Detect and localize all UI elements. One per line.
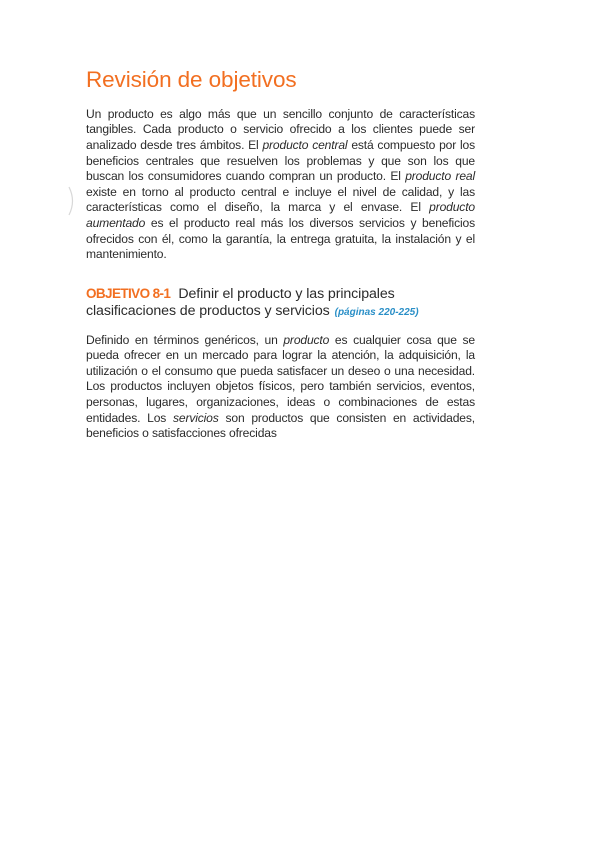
paragraph-text: es cualquier cosa que se pueda ofrecer en un mercado para lograr la atención, la adquisición, la utilización o el consumo que pueda satisfacer un deseo o una necesidad. Los productos incluyen objetos físicos, pero también servicios, eventos, personas, lugares, organizaciones, ideas o combinaciones de estas entidades. Los (86, 332, 475, 425)
paragraph-text: Un producto es algo más que un sencillo conjunto de características tangibles. Cada producto o servicio ofrecido a los clientes puede ser analizado desde tres ámbitos. El (86, 106, 475, 152)
emphasized-term: producto real (405, 169, 476, 184)
paragraph-text: es el producto real más los diversos servicios y beneficios ofrecidos con él, como la garantía, la entrega gratuita, la instalación y el mantenimiento. (86, 215, 475, 262)
objective-heading (86, 285, 475, 321)
paragraph-text: existe en torno al producto central e incluye el nivel de calidad, y las características como el diseño, la marca y el envase. El (86, 184, 475, 215)
objective-title: Definir el producto y las principales clasificaciones de productos y servicios (86, 285, 395, 319)
emphasized-term: producto central (262, 137, 348, 152)
section-title: Revisión de objetivos (86, 67, 297, 92)
margin-bracket-mark (66, 186, 78, 216)
paragraph-text: Definido en términos genéricos, un (86, 332, 284, 347)
objective-body-paragraph (86, 333, 475, 442)
emphasized-term: producto aumentado (86, 200, 475, 230)
objective-label: OBJETIVO 8-1 (86, 285, 171, 301)
review-section (86, 68, 475, 442)
objective-page-reference: (páginas 220-225) (334, 306, 419, 318)
paragraph-text: son productos que consisten en actividades, beneficios o satisfacciones ofrecidas (86, 410, 475, 441)
paragraph-text: está compuesto por los beneficios centrales que resuelven los problemas y que son los que buscan los consumidores cuando compran un producto. El (86, 137, 476, 184)
intro-paragraph (86, 107, 475, 263)
emphasized-term: servicios (172, 410, 219, 425)
emphasized-term: producto (283, 332, 330, 347)
